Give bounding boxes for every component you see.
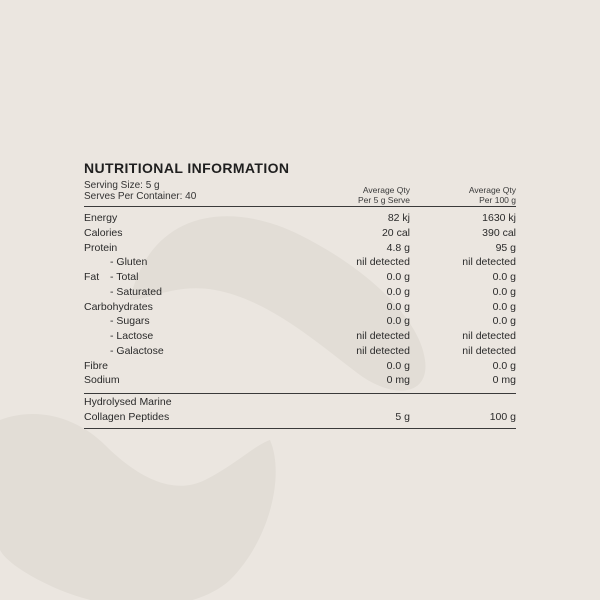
- panel-header: [84, 180, 516, 206]
- value-per-100g: 95 g: [495, 241, 516, 254]
- value-per-serve: 0 mg: [386, 374, 410, 387]
- value-per-serve: nil detected: [356, 256, 410, 269]
- nutrient-subname: - Total: [110, 271, 139, 283]
- table-row: [84, 285, 516, 300]
- column-header-line: Average Qty: [468, 185, 516, 195]
- nutrient-label: [84, 300, 153, 315]
- collagen-row: [84, 410, 516, 425]
- value-per-serve: 0.0 g: [386, 359, 410, 372]
- value-per-100g: nil detected: [462, 330, 516, 342]
- nutrient-label: [84, 226, 123, 241]
- serving-size: Serving Size: 5 g: [84, 180, 160, 191]
- nutrient-name: Calories: [84, 226, 123, 239]
- nutrient-name: Fat: [84, 271, 100, 283]
- value-per-serve: 20 cal: [381, 226, 410, 239]
- nutrient-subname: - Saturated: [110, 285, 162, 298]
- column-header-line: Per 100 g: [479, 195, 516, 205]
- panel-title: NUTRITIONAL INFORMATION: [84, 160, 290, 176]
- nutrient-subname: - Sugars: [110, 315, 150, 328]
- table-row: [84, 300, 516, 315]
- table-row: [84, 241, 516, 256]
- nutrient-name: Sodium: [84, 374, 120, 387]
- table-row: [84, 226, 516, 241]
- table-row: [84, 211, 516, 226]
- value-per-serve: 0.0 g: [386, 300, 410, 313]
- value-per-100g: nil detected: [462, 344, 516, 357]
- column-header-per-100g: [469, 185, 516, 205]
- value-per-100g: 0.0 g: [492, 271, 516, 283]
- nutrient-subname: - Galactose: [110, 344, 164, 357]
- serving-info: [84, 180, 196, 202]
- nutrient-name: Energy: [84, 212, 118, 224]
- collagen-label-line2: Collagen Peptides: [84, 410, 170, 423]
- value-per-100g: nil detected: [462, 256, 516, 269]
- collagen-row-label: [84, 395, 516, 410]
- column-header-line: Per 5 g Serve: [358, 195, 410, 205]
- table-row: [84, 373, 516, 388]
- collagen-per-100g: 100 g: [489, 410, 516, 423]
- nutrient-name: Fibre: [84, 359, 108, 372]
- collagen-label-line1: Hydrolysed Marine: [84, 396, 172, 408]
- nutrient-subname: - Gluten: [110, 256, 148, 269]
- value-per-100g: 0.0 g: [492, 315, 516, 328]
- nutrient-name: Carbohydrates: [84, 300, 153, 313]
- column-header-line: Average Qty: [362, 185, 410, 195]
- table-row: [84, 359, 516, 374]
- collagen-per-serve: 5 g: [395, 410, 410, 423]
- nutrition-panel: [84, 160, 516, 429]
- nutrient-name: Protein: [84, 241, 118, 254]
- nutrient-label: [84, 211, 117, 226]
- value-per-100g: 0 mg: [492, 374, 516, 387]
- value-per-100g: 0.0 g: [492, 300, 516, 313]
- value-per-serve: 0.0 g: [386, 315, 410, 328]
- nutrient-subname: - Lactose: [110, 330, 154, 342]
- value-per-serve: 0.0 g: [386, 271, 410, 283]
- table-row: [84, 329, 516, 344]
- value-per-100g: 0.0 g: [492, 285, 516, 298]
- divider: [84, 428, 516, 429]
- nutrient-label: [84, 359, 108, 374]
- value-per-100g: 1630 kj: [482, 212, 516, 224]
- value-per-serve: 0.0 g: [386, 285, 410, 298]
- value-per-100g: 390 cal: [482, 226, 516, 239]
- column-header-per-serve: [358, 185, 410, 205]
- value-per-serve: nil detected: [356, 344, 410, 357]
- table-row: [84, 270, 516, 285]
- nutrient-label: [84, 270, 139, 285]
- value-per-serve: nil detected: [356, 330, 410, 342]
- table-row: [84, 344, 516, 359]
- value-per-serve: 4.8 g: [386, 241, 410, 254]
- value-per-100g: 0.0 g: [492, 359, 516, 372]
- collagen-section: [84, 394, 516, 428]
- table-row: [84, 255, 516, 270]
- nutrient-label: [84, 241, 117, 256]
- nutrient-rows: [84, 207, 516, 393]
- value-per-serve: 82 kj: [387, 212, 410, 224]
- serves-per-container: Serves Per Container: 40: [84, 191, 197, 202]
- table-row: [84, 314, 516, 329]
- nutrient-label: [84, 373, 120, 388]
